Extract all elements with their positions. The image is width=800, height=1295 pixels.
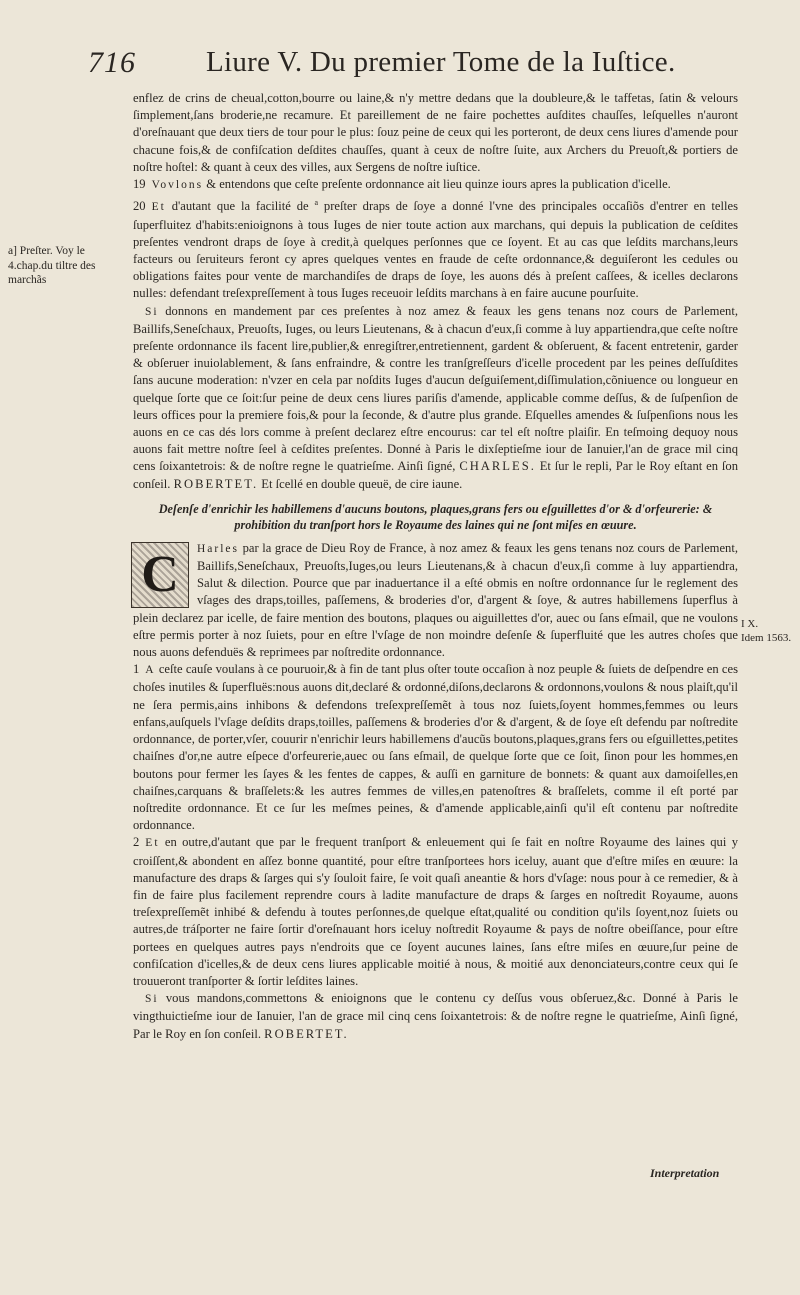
folio-number: 716 [88, 46, 136, 79]
article-number: 1 [133, 662, 140, 677]
decorated-initial [131, 542, 189, 608]
closing-paragraph [133, 990, 738, 1043]
article-number: 19 [133, 177, 146, 192]
initial-letter: C [132, 543, 188, 607]
article-text: preſter draps de ſoye a donné l'vne des principales occaſiõs d'entrer en telles ſuperfluitez d'habits:enioignons à tous Iuges de nier toute action aux marchans, qui depuis la publication de ceſdites preſentes vendront draps de ſoye à credit,à quelques perſonnes que ce ſoyent. Et au cas que leſdits marchans,leurs facteurs ou ſeruiteurs feront cy apres quelques ventes en fraude de ceſte ordonnance,& deguiſeront les cedules ou obligations faites pour vente de marchandiſes de draps de ſoye, les auons dés à preſent caſſees, & icelles declarons nulles: defendant treſexpreſſement à tous Iuges receuoir leſdits marchans à en faire aucune pourſuite. [133, 199, 738, 301]
king-signature: CHARLES. [459, 459, 536, 474]
signature-formula: Ainſi ſigné, [397, 459, 456, 474]
small-caps-lead: Harles [197, 542, 240, 555]
closing-text: vous mandons,commettons & enioignons que le contenu cy deſſus vous obſeruez,&c. Donné à Paris le vingthuictieſme iour de Ianuier, l'an de grace mil cinq cens ſoixantetrois: & de noſtre regne le quatrieſme, [133, 991, 738, 1024]
small-caps-lead: Si [145, 993, 159, 1006]
ordinance-intro-text: par la grace de Dieu Roy de France, à noz amez & feaux les gens tenans noz cours de Parlement, Baillifs,Seneſchaux, Preuoſts,Iuges,ou leurs Lieutenans,& à chacun d'eux,ſi comme à luy appartiendra, Salut & dilection. Pource que par inaduertance il a eſté obmis en noſtre ordonnance ſur le reglement des vſages des draps,toilles, paſſemens, & broderies d'or, d'argent & ſoye, & autres habillemens ſuperflus à plein declarez par icelle, de faire mention des boutons, plaques ou aiguillettes d'or, auec ou ſans eſmail, que ne voulons eſtre permis porter à noz ſuiets, pour en eſtre l'vſage de non moindre deſenſe & ſuperfluité que les autres choſes que nous auons defenduës & reprimees par noſtredite ordonnance. [133, 540, 739, 660]
note-reference: a [314, 198, 319, 208]
secretary-signature: ROBERTET. [264, 1026, 349, 1041]
paragraph-continuation: enflez de crins de cheual,cotton,bourre ou laine,& n'y mettre dedans que la doubleure,& le taffetas, ſatin & velours ſimplement,ſans broderie,ne recamure. Et pareillement de ne faire pochettes auſdites chauſſes, leſquelles n'auront d'oreſnauant que deux tiers de tour pour le plus: ſouz peine de ceux qui les porteront, de deux cens liures d'amende pour chacune fois,& de confiſcation deſdites chauſſes, quant à ceux de noſtre ſuite, aux Archers du Preuoſt,& portiers de noſtre hoſtel: & quant à ceux des villes, aux Sergens de noſtre iuſtice. [133, 91, 738, 174]
secretary-signature: ROBERTET. [173, 476, 259, 491]
article-text: & entendons que ceſte preſente ordonnance ait lieu quinze iours apres la publication d'icelle. [206, 177, 671, 192]
seal-note: Et ſcellé en double queuë, de cire iaune. [261, 476, 463, 491]
section-heading: Deſenſe d'enrichir les habillemens d'aucuns boutons, plaques,grans fers ou eſguillettes d'or & d'orfeurerie: & prohibition du tranſport hors le Royaume des laines qui ne ſont miſes en œuure. [158, 501, 713, 533]
small-caps-lead: Si [145, 305, 159, 318]
small-caps-lead: Vovlons [151, 179, 204, 192]
signature-formula: Ainſi ſigné, [679, 1009, 738, 1024]
signature-formula: Et ſur le repli, Par le Roy eſtant en ſon conſeil. [133, 459, 738, 491]
margin-date-reference: Idem 1563. [741, 631, 792, 644]
article-number: 20 [133, 199, 146, 214]
small-caps-lead: Et [145, 837, 160, 850]
margin-article-number: I X. [741, 618, 759, 630]
mandate-text: donnons en mandement par ces preſentes à noz amez & feaux les gens tenans noz cours de Parlement, Baillifs,Seneſchaux, Preuoſts, Iuges, ou leurs Lieutenans, & à chacun d'eux,ſi comme à luy appartiendra,que ceſte noſtre preſente ordonnance ils facent lire,publier,& enregiſtrer,entretiennent, gardent & obſeruent, & facent entretenir, garder & obſeruer inuiolablement, & ſans enfraindre, & contre les tranſgreſſeurs d'icelle procedent par les peines deſſuſdites ſans aucune moderation: n'vzer en cela par noſdits Iuges d'aucun deſguiſement,diſſimulation,cõniuence ou longueur en quelque ſorte que ce ſoit:ſur peine de deux cens liures pariſis d'amende, applicable comme deſſus, & de ſuſpenſion de leurs offices pour la premiere fois,& pour la ſeconde, & d'autre plus grande. Eſquelles amendes & ſuſpenſions nous les auons en ce cas dés lors comme à preſent declarez eſtre encourus: car tel eſt noſtre plaiſir. En teſmoing dequoy nous auons fait mettre noſtre ſeel à ceſdites preſentes. Donné à Paris le dixſeptieſme iour de Ianuier,l'an de grace mil cinq cens ſoixantetrois: & de noſtre regne le quatrieſme. [133, 303, 738, 474]
ordinance-intro [133, 540, 738, 661]
article-1 [133, 661, 738, 834]
signature-formula: Par le Roy en ſon conſeil. [133, 1026, 262, 1041]
ordinance-intro-text-block [133, 540, 738, 661]
article-text: en outre,d'autant que par le frequent tranſport & enleuement qui ſe fait en noſtre Royaume des laines qui y croiſſent,& abondent en aſſez bonne quantité, pour eſtre tranſportees hors iceluy, auant que d'eſtre miſes en œuure: la manufacture des draps & ſarges qui s'y ſouloit faire, ſe voit quaſi aneantie & hors d'vſage: nous pour à ce remedier, & à fin de faire plus facilement reprendre cours à ladite manufacture de draps & ſarges en noſtredit Royaume, auons treſexpreſſemẽt inhibé & defendu à toutes perſonnes,de quelque eſtat,qualité ou condition qu'ils ſoyent,noz ſuiets ou autres,de tráſporter ne faire ſortir d'oreſnauant hors iceluy noſtredit Royaume & pays de noſtre obeiſſance, pour eſtre portees en quelques autres pays n'endroits que ce ſoyent aucunes laines, ſans eſtre miſes en œuure,ſur peine de confiſcation d'icelles,& de deux cens liures applicable moitié à nous, & moitié aux denonciateurs,contre ceux qui ſe trouueront tranſporter & ſortir leſdites laines. [133, 835, 738, 988]
article-text: ceſte cauſe voulans à ce pouruoir,& à fin de tant plus oſter toute occaſion à noz peuple & ſuiets de deſpendre en ces choſes inutiles & ſuperfluës:nous auons dit,declaré & ordonné,diſons,declarons & ordonnons,voulons & nous plaiſt,qu'il ne ſera permis,ains inhibons & defendons treſexpreſſemẽt à tous noz ſuiets,ſoyent hommes,femmes ou leurs enfans,auſquels l'vſage deſdits draps,toilles, paſſemens & broderies d'or & d'argent, & de ſoye eſt defendu par noſtredite ordonnance, de porter,vſer, couurir n'enrichir leurs habillemens d'aucũs boutons,plaques,grans fers ou eſguillettes,petites chaiſnes d'or,ne autre eſpece d'orfeurerie,auec ou ſans eſmail, de quelque ſorte que ce ſoit, ſinon pour les hommes,en boutons pour fermer les ſayes & les fentes de cappes, & auſſi en garniture de bonnets: & quant aux damoiſelles,en chaiſnes,carquans & braſſelets:& les autres femmes de villes,en patenoſtres & braſſelets, comme il eſt porté par noſtredite ordonnance. Et ce ſur les meſmes peines, & d'amende applicable,ainſi qu'il eſt contenu par noſtredite ordonnance. [133, 662, 738, 833]
margin-note-left: a] Preſter. Voy le 4.chap.du tiltre des marchãs [8, 245, 96, 286]
margin-note-right [741, 618, 797, 645]
small-caps-lead: A [145, 664, 156, 677]
page-header [88, 44, 738, 86]
body-text [133, 90, 738, 1043]
catchword: Interpretation [650, 1166, 720, 1180]
running-title: Liure V. Du premier Tome de la Iuſtice. [206, 46, 676, 78]
mandate-paragraph [133, 303, 738, 493]
small-caps-lead: Et [151, 201, 166, 214]
article-2 [133, 834, 738, 990]
article-20 [133, 194, 738, 302]
article-number: 2 [133, 835, 140, 850]
article-19 [133, 176, 738, 194]
article-text: d'autant que la facilité de [171, 199, 309, 214]
